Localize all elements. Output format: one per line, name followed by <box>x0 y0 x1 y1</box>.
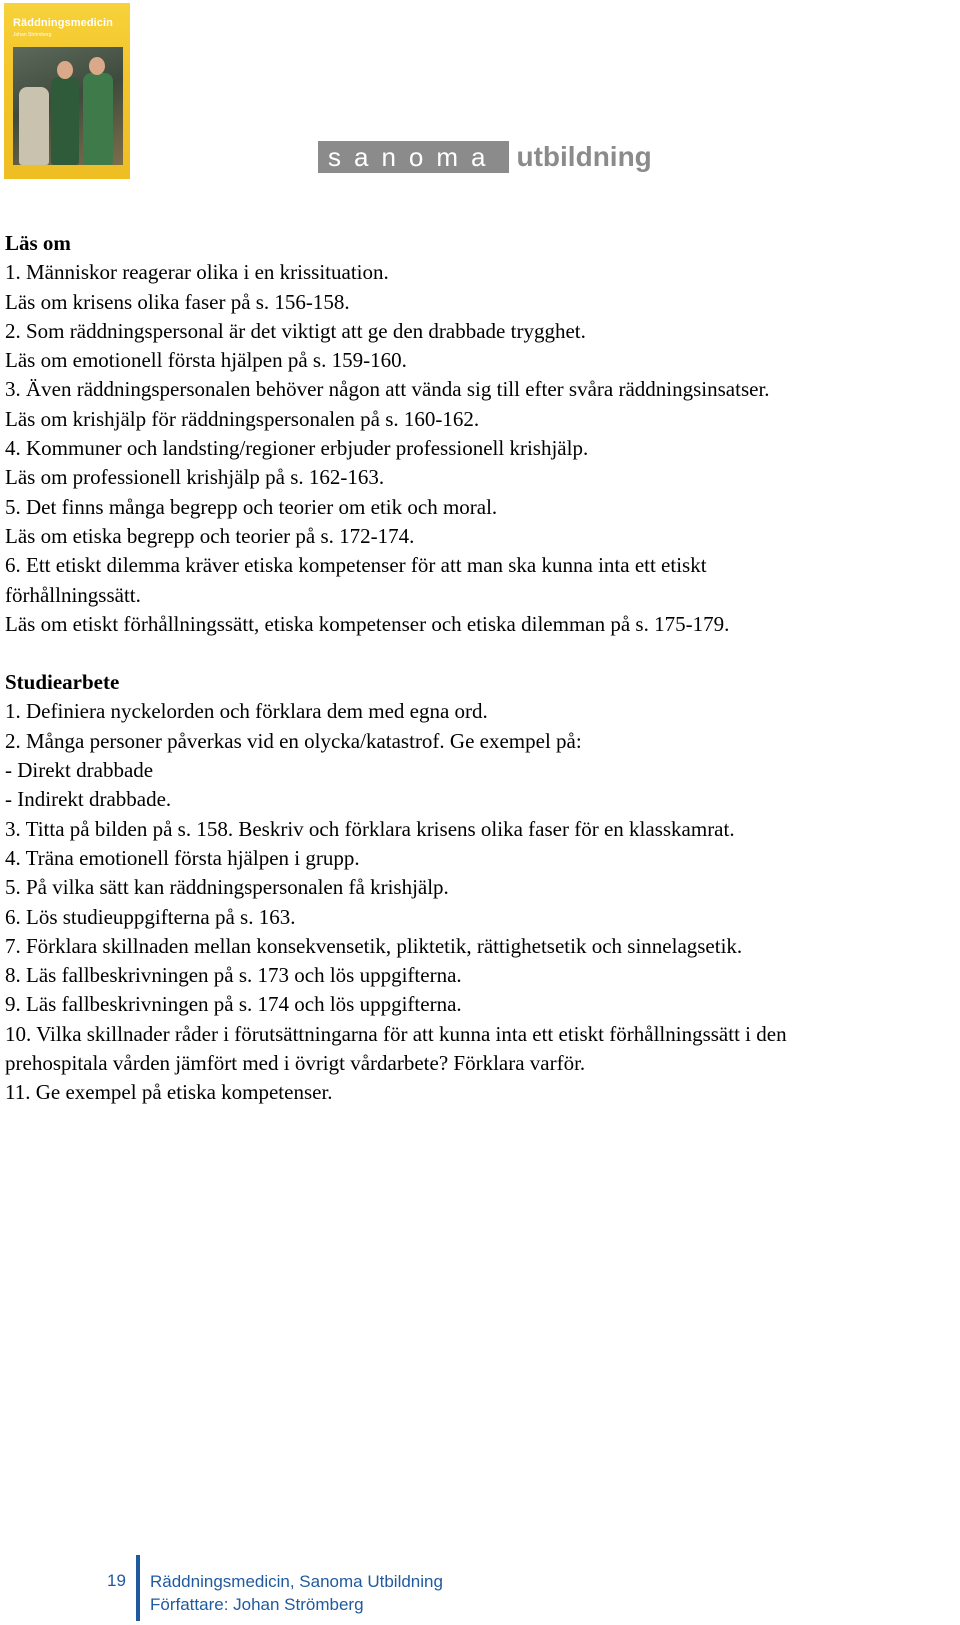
read-line: 4. Kommuner och landsting/regioner erbjuder professionell krishjälp. <box>5 436 589 461</box>
page-number: 19 <box>107 1571 126 1590</box>
study-line: - Direkt drabbade <box>5 758 154 783</box>
study-line: - Indirekt drabbade. <box>5 787 172 812</box>
read-line: 2. Som räddningspersonal är det viktigt att ge den drabbade trygghet. <box>5 318 586 343</box>
study-line: 1. Definiera nyckelorden och förklara dem med egna ord. <box>5 699 488 724</box>
study-line: 9. Läs fallbeskrivningen på s. 174 och lös uppgifterna. <box>5 992 462 1017</box>
read-line: Läs om etiskt förhållningssätt, etiska kompetenser och etiska dilemman på s. 175-179. <box>5 611 730 636</box>
study-line: 3. Titta på bilden på s. 158. Beskriv och förklara krisens olika faser för en klasskamrat. <box>5 816 735 841</box>
study-line: 8. Läs fallbeskrivningen på s. 173 och lös uppgifterna. <box>5 963 462 988</box>
footer-divider <box>136 1555 140 1621</box>
read-line: Läs om krisens olika faser på s. 156-158. <box>5 289 350 314</box>
read-line: Läs om professionell krishjälp på s. 162-163. <box>5 465 385 490</box>
book-cover-author: Johan Strömberg <box>13 32 52 38</box>
publisher-logo-box: sanoma <box>318 141 509 173</box>
publisher-logo-word: utbildning <box>516 141 652 172</box>
study-line: 6. Lös studieuppgifterna på s. 163. <box>5 904 296 929</box>
read-line: Läs om emotionell första hjälpen på s. 159-160. <box>5 348 407 373</box>
study-line: 4. Träna emotionell första hjälpen i grupp. <box>5 845 360 870</box>
read-line: 3. Även räddningspersonalen behöver någon att vända sig till efter svåra räddningsinsatser. <box>5 377 770 402</box>
section-spacer <box>5 639 955 668</box>
read-line: Läs om krishjälp för räddningspersonalen på s. 160-162. <box>5 406 480 431</box>
study-line: 11. Ge exempel på etiska kompetenser. <box>5 1080 333 1105</box>
publisher-logo <box>318 140 652 174</box>
book-cover-photo <box>13 47 123 165</box>
section-heading-read: Läs om <box>5 231 71 255</box>
read-line: 5. Det finns många begrepp och teorier om etik och moral. <box>5 494 498 519</box>
study-line: 7. Förklara skillnaden mellan konsekvensetik, pliktetik, rättighetsetik och sinnelagsetik. <box>5 933 743 958</box>
book-cover-title: Räddningsmedicin <box>13 17 113 29</box>
section-heading-study: Studiearbete <box>5 670 120 695</box>
footer-book-line: Räddningsmedicin, Sanoma Utbildning <box>150 1572 443 1591</box>
read-line: 6. Ett etiskt dilemma kräver etiska kompetenser för att man ska kunna inta ett etiskt <box>5 553 707 578</box>
study-line: 5. På vilka sätt kan räddningspersonalen få krishjälp. <box>5 875 449 900</box>
read-line: Läs om etiska begrepp och teorier på s. 172-174. <box>5 523 415 548</box>
read-line: 1. Människor reagerar olika i en krissituation. <box>5 260 389 285</box>
book-cover-image <box>4 3 130 179</box>
footer-text <box>150 1570 443 1616</box>
read-line: förhållningssätt. <box>5 582 141 607</box>
document-body <box>5 229 955 1108</box>
footer-author-line: Författare: Johan Strömberg <box>150 1595 364 1614</box>
study-line: 10. Vilka skillnader råder i förutsättningarna för att kunna inta ett etiskt förhållningssätt i den <box>5 1021 787 1046</box>
study-line: 2. Många personer påverkas vid en olycka/katastrof. Ge exempel på: <box>5 728 582 753</box>
study-line: prehospitala vården jämfört med i övrigt vårdarbete? Förklara varför. <box>5 1051 586 1076</box>
